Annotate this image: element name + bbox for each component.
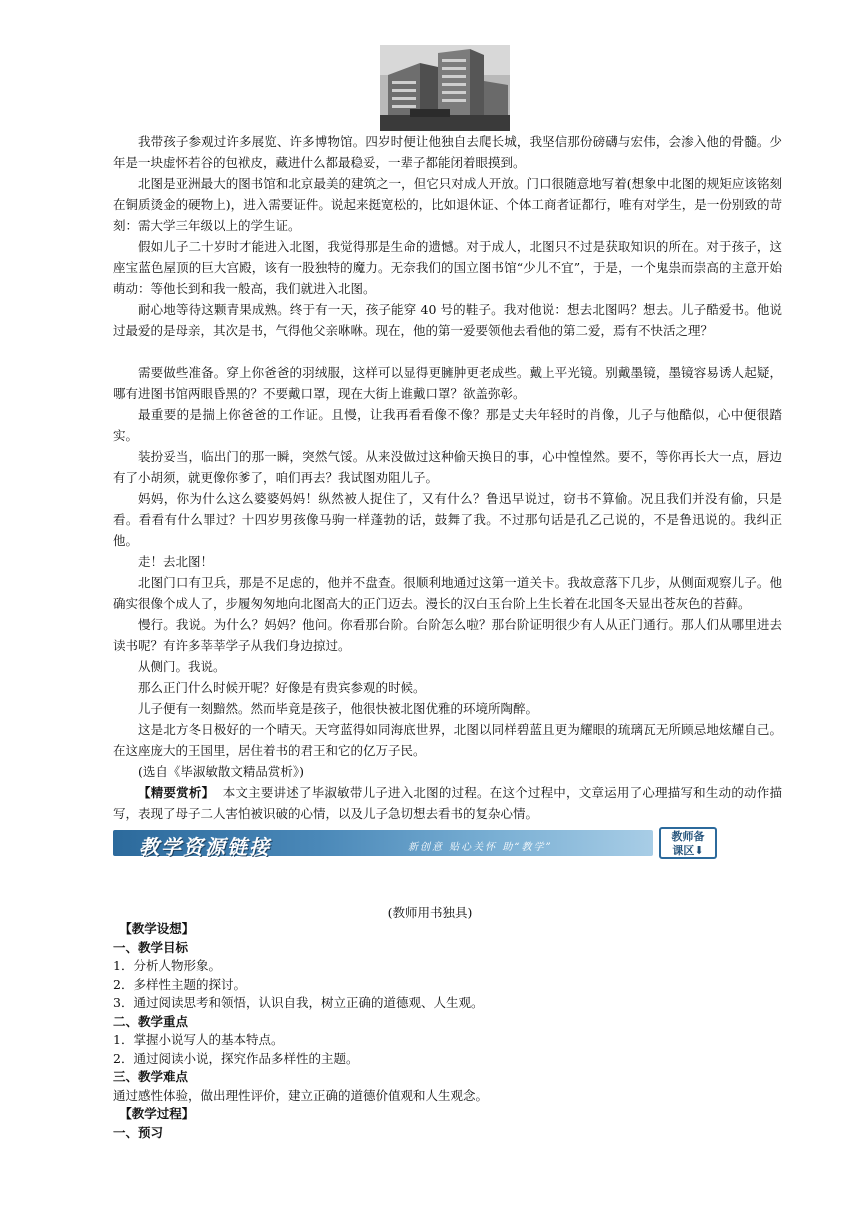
- essay-paragraph: 从侧门。我说。: [138, 659, 226, 674]
- essay-paragraph: 妈妈，你为什么这么婆婆妈妈！纵然被人捉住了，又有什么？鲁迅早说过，窃书不算偷。况且我们并没有偷，只是看。看看有什么罪过？十四岁男孩像马驹一样蓬勃的话，鼓舞了我。不过那句话是孔乙己说的，不是鲁迅说的。我纠正他。: [113, 491, 782, 548]
- badge-line-2: 课区: [672, 844, 695, 857]
- library-building-image: [380, 45, 510, 131]
- essay-paragraph: 耐心地等待这颗青果成熟。终于有一天，孩子能穿 40 号的鞋子。我对他说：想去北图吗？想去。儿子酷爱书。他说过最爱的是母亲，其次是书，气得他父亲咻咻。现在，他的第一爱要领他去看他的第二爱，焉有不快活之理？: [113, 302, 782, 338]
- goal-item: 2．多样性主题的探讨。: [113, 976, 246, 992]
- difficulty-heading: 三、教学难点: [113, 1069, 189, 1084]
- analysis-label: 【精要赏析】: [138, 785, 215, 800]
- essay-article: [113, 131, 782, 824]
- goals-heading: 一、教学目标: [113, 939, 189, 955]
- essay-paragraph: 儿子便有一刻黯然。然而毕竟是孩子，他很快被北图优雅的环境所陶醉。: [138, 701, 539, 716]
- essay-paragraph: 北图门口有卫兵，那是不足虑的，他并不盘查。很顺利地通过这第一道关卡。我故意落下几步，从侧面观察儿子。他确实很像个成人了，步履匆匆地向北图高大的正门迈去。漫长的汉白玉台阶上生长着在北国冬天显出苍灰色的苔藓。: [113, 575, 782, 611]
- essay-paragraph: 我带孩子参观过许多展览、许多博物馆。四岁时便让他独自去爬长城，我坚信那份磅礴与宏伟，会渗入他的骨髓。少年是一块虚怀若谷的包袱皮，藏进什么都最稳妥，一辈子都能闭着眼摸到。: [113, 134, 782, 170]
- teaching-plan: [113, 920, 782, 1142]
- library-building-photo: [380, 45, 510, 131]
- goal-item: 1．分析人物形象。: [113, 958, 221, 973]
- preview-heading: 一、预习: [113, 1124, 164, 1140]
- key-point-item: 2．通过阅读小说，探究作品多样性的主题。: [113, 1050, 359, 1066]
- essay-paragraph: 那么正门什么时候开呢？好像是有贵宾参观的时候。: [138, 680, 426, 695]
- essay-paragraph: 走！去北图！: [138, 554, 214, 569]
- analysis-text: 本文主要讲述了毕淑敏带儿子进入北图的过程。在这个过程中，文章运用了心理描写和生动的动作描写，表现了母子二人害怕被识破的心情，以及儿子急切想去看书的复杂心情。: [113, 785, 782, 821]
- essay-paragraph: 假如儿子二十岁时才能进入北图，我觉得那是生命的遗憾。对于成人，北图只不过是获取知识的所在。对于孩子，这座宝蓝色屋顶的巨大宫殿，该有一股独特的魔力。无奈我们的国立图书馆“少儿不宜”，于是，一个鬼祟而崇高的主意开始萌动：等他长到和我一般高，我们就进入北图。: [113, 239, 782, 296]
- analysis-paragraph: [113, 782, 782, 824]
- key-point-item: 1．掌握小说写人的基本特点。: [113, 1032, 284, 1047]
- banner-title: 教学资源链接: [139, 835, 271, 859]
- arrow-down-icon: ⬇: [694, 844, 704, 857]
- teacher-prep-badge: [659, 827, 717, 859]
- goal-item: 3．通过阅读思考和领悟，认识自我，树立正确的道德观、人生观。: [113, 995, 484, 1010]
- essay-paragraph: 北图是亚洲最大的图书馆和北京最美的建筑之一，但它只对成人开放。门口很随意地写着(想象中北图的规矩应该铭刻在铜质烫金的硬物上)，进入需要证件。说起来挺宽松的，比如退休证、个体工商者证都行，唯有对学生，是一份别致的苛刻：需大学三年级以上的学生证。: [113, 176, 782, 233]
- essay-paragraph: 需要做些准备。穿上你爸爸的羽绒服，这样可以显得更臃肿更老成些。戴上平光镜。别戴墨镜，墨镜容易诱人起疑，哪有进图书馆两眼昏黑的？不要戴口罩，现在大街上谁戴口罩？欲盖弥彰。: [113, 365, 782, 401]
- essay-source: (选自《毕淑敏散文精品赏析》): [138, 764, 305, 779]
- key-points-heading: 二、教学重点: [113, 1013, 189, 1029]
- essay-paragraph: 装扮妥当，临出门的那一瞬，突然气馁。从来没做过这种偷天换日的事，心中惶惶然。要不，等你再长大一点，唇边有了小胡须，就更像你爹了，咱们再去？我试图劝阻儿子。: [113, 449, 782, 485]
- resource-link-banner: [113, 827, 719, 861]
- essay-paragraph: 最重要的是揣上你爸爸的工作证。且慢，让我再看看像不像？那是丈夫年轻时的肖像，儿子与他酷似，心中便很踏实。: [113, 407, 782, 443]
- teaching-design-heading: 【教学设想】: [119, 921, 195, 936]
- essay-paragraph: 慢行。我说。为什么？妈妈？他问。你看那台阶。台阶怎么啦？那台阶证明很少有人从正门通行。那人们从哪里进去读书呢？有许多莘莘学子从我们身边掠过。: [113, 617, 782, 653]
- banner-strip: [113, 830, 653, 859]
- badge-line-1: 教师备: [671, 830, 705, 843]
- teaching-process-heading: 【教学过程】: [119, 1106, 195, 1121]
- teacher-only-note: (教师用书独具): [387, 905, 473, 920]
- essay-paragraph: 这是北方冬日极好的一个晴天。天穹蓝得如同海底世界，北图以同样碧蓝且更为耀眼的琉璃瓦无所顾忌地炫耀自己。在这座庞大的王国里，居住着书的君王和它的亿万子民。: [113, 722, 782, 758]
- difficulty-text: 通过感性体验，做出理性评价，建立正确的道德价值观和人生观念。: [113, 1087, 489, 1103]
- banner-slogan: 新创意 贴心关怀 助“教学”: [408, 842, 553, 853]
